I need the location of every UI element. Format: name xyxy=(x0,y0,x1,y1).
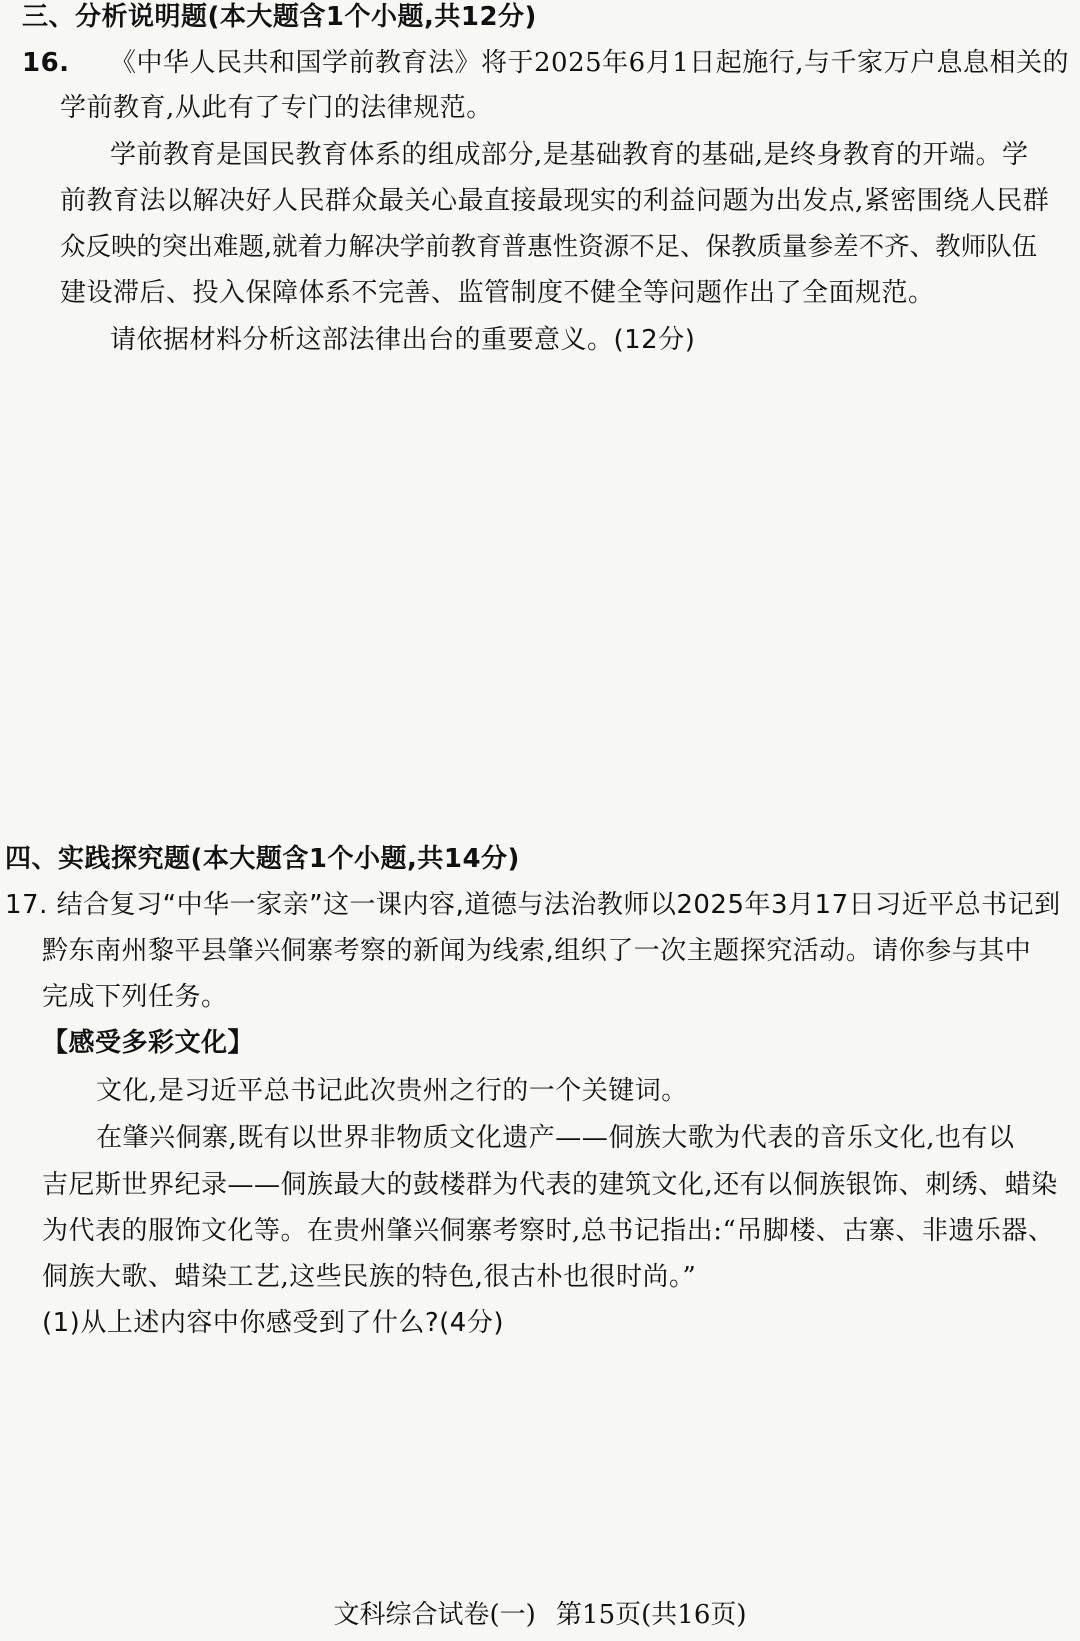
question-16-number: 16. xyxy=(22,48,70,78)
q16-line-4: 前教育法以解决好人民群众最关心最直接最现实的利益问题为出发点,紧密围绕人民群 xyxy=(60,186,1050,216)
footer-page-number: 第15页(共16页) xyxy=(556,1600,747,1630)
q16-prompt: 请依据材料分析这部法律出台的重要意义。(12分) xyxy=(110,325,696,355)
q16-line-2: 学前教育,从此有了专门的法律规范。 xyxy=(60,93,493,123)
section-4-heading: 四、实践探究题(本大题含1个小题,共14分) xyxy=(5,844,520,874)
section-3-heading: 三、分析说明题(本大题含1个小题,共12分) xyxy=(22,2,537,32)
q17-line-1: 17. 结合复习“中华一家亲”这一课内容,道德与法治教师以2025年3月17日习近平总书记到 xyxy=(5,890,1061,920)
q16-line-6: 建设滞后、投入保障体系不完善、监管制度不健全等问题作出了全面规范。 xyxy=(60,278,935,308)
q17-material-line-1: 文化,是习近平总书记此次贵州之行的一个关键词。 xyxy=(96,1076,688,1106)
q16-line-5: 众反映的突出难题,就着力解决学前教育普惠性资源不足、保教质量参差不齐、教师队伍 xyxy=(60,232,1038,262)
subsection-heading: 【感受多彩文化】 xyxy=(42,1028,255,1058)
q17-subquestion-1: (1)从上述内容中你感受到了什么?(4分) xyxy=(42,1308,504,1338)
q17-material-line-3: 吉尼斯世界纪录——侗族最大的鼓楼群为代表的建筑文化,还有以侗族银饰、刺绣、蜡染 xyxy=(42,1170,1058,1200)
page-footer xyxy=(0,1598,1080,1632)
q17-material-line-2: 在肇兴侗寨,既有以世界非物质文化遗产——侗族大歌为代表的音乐文化,也有以 xyxy=(96,1123,1015,1153)
q17-material-line-4: 为代表的服饰文化等。在贵州肇兴侗寨考察时,总书记指出:“吊脚楼、古寨、非遗乐器、 xyxy=(42,1216,1055,1246)
footer-title: 文科综合试卷(一) xyxy=(333,1600,536,1630)
q17-material-line-5: 侗族大歌、蜡染工艺,这些民族的特色,很古朴也很时尚。” xyxy=(42,1262,697,1292)
q16-line-1: 《中华人民共和国学前教育法》将于2025年6月1日起施行,与千家万户息息相关的 xyxy=(110,48,1070,78)
q17-line-2: 黔东南州黎平县肇兴侗寨考察的新闻为线索,组织了一次主题探究活动。请你参与其中 xyxy=(42,936,1032,966)
q17-line-3: 完成下列任务。 xyxy=(42,982,228,1012)
q16-line-3: 学前教育是国民教育体系的组成部分,是基础教育的基础,是终身教育的开端。学 xyxy=(110,140,1029,170)
